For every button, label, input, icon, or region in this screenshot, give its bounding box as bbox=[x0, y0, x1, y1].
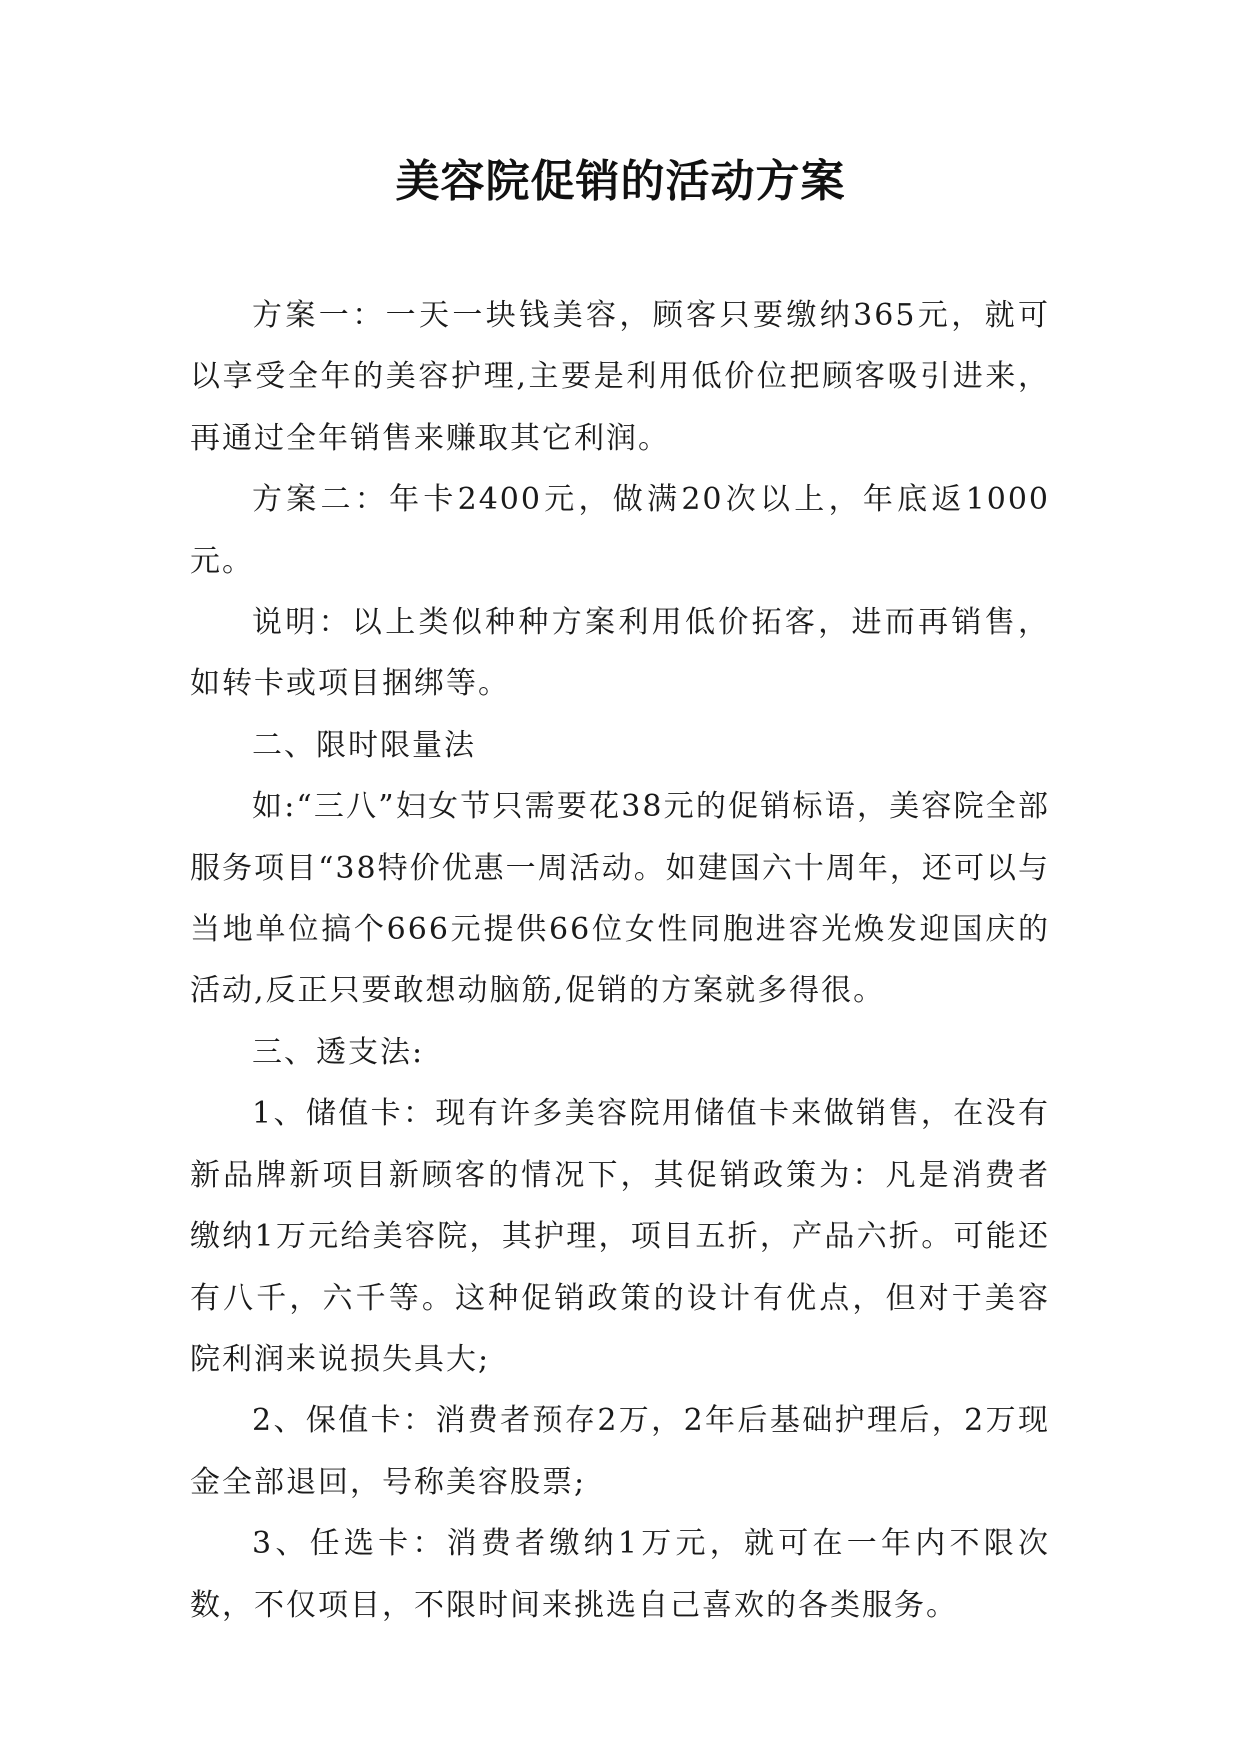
paragraph-optional-card: 3、任选卡：消费者缴纳1万元，就可在一年内不限次数，不仅项目，不限时间来挑选自己喜欢的各类服务。 bbox=[190, 1526, 1050, 1623]
document-title: 美容院促销的活动方案 bbox=[395, 156, 846, 207]
document-body bbox=[190, 285, 1050, 1636]
paragraph-womens-day-example: 如:“三八”妇女节只需要花38元的促销标语，美容院全部服务项目“38特价优惠一周活动。如建国六十周年，还可以与当地单位搞个666元提供66位女性同胞进容光焕发迎国庆的活动,反正只要敢想动脑筋,促销的方案就多得很。 bbox=[190, 789, 1050, 1009]
paragraph-plan-one: 方案一：一天一块钱美容，顾客只要缴纳365元，就可以享受全年的美容护理,主要是利用低价位把顾客吸引进来，再通过全年销售来赚取其它利润。 bbox=[190, 298, 1050, 456]
section-heading-limited-time: 二、限时限量法 bbox=[252, 727, 476, 763]
section-heading-overdraft: 三、透支法: bbox=[252, 1034, 425, 1070]
paragraph-explanation: 说明：以上类似种种方案利用低价拓客，进而再销售，如转卡或项目捆绑等。 bbox=[190, 605, 1050, 702]
paragraph-value-preserving-card: 2、保值卡：消费者预存2万，2年后基础护理后，2万现金全部退回，号称美容股票; bbox=[190, 1403, 1050, 1500]
paragraph-plan-two: 方案二：年卡2400元，做满20次以上，年底返1000元。 bbox=[190, 482, 1050, 579]
paragraph-stored-value-card: 1、储值卡：现有许多美容院用储值卡来做销售，在没有新品牌新项目新顾客的情况下，其促销政策为：凡是消费者缴纳1万元给美容院，其护理，项目五折，产品六折。可能还有八千，六千等。这种促销政策的设计有优点，但对于美容院利润来说损失具大; bbox=[190, 1096, 1050, 1377]
